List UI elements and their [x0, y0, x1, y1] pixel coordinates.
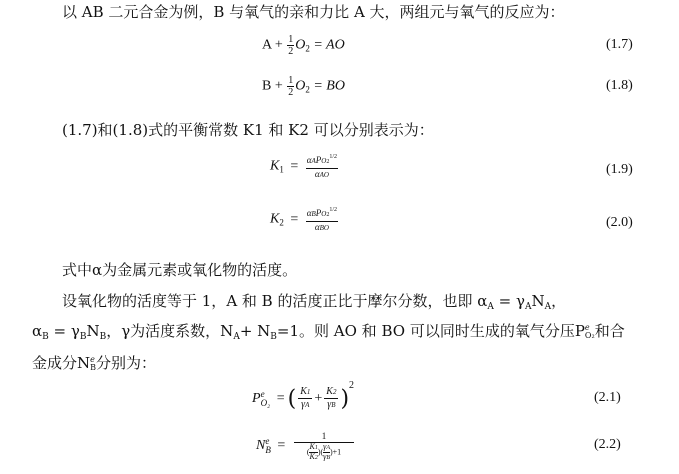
eq-sup: 1/2 — [329, 154, 337, 160]
frac-den — [314, 169, 330, 181]
fraction — [298, 386, 312, 411]
frac-den — [314, 222, 330, 234]
eq-text: K — [309, 442, 315, 451]
eq-sub: BO — [319, 224, 329, 232]
equation-1-7 — [262, 34, 345, 57]
paragraph-composition — [32, 353, 156, 373]
eq-text: A + — [262, 37, 287, 53]
eq-text: O — [295, 37, 306, 53]
frac-den — [327, 399, 335, 411]
frac-num: 1 — [294, 430, 355, 443]
text-run: 金成分N — [32, 354, 91, 372]
paragraph-constants: (1.7)和(1.8)式的平衡常数 K1 和 K2 可以分别表示为： — [62, 121, 434, 139]
frac-num — [324, 386, 338, 399]
eq-text: P — [315, 208, 322, 218]
frac-num: 1 — [288, 34, 294, 45]
text-run: = γ — [493, 292, 525, 310]
text-sup: e — [90, 355, 95, 364]
equation-label: (2.0) — [606, 215, 633, 230]
equation-1-9: $K_1$ = $\frac{\alpha APO2^{1/2}}{\text{αAO}}$ — [270, 154, 337, 179]
fraction — [287, 75, 294, 98]
frac-den: 2 — [288, 87, 294, 98]
eq-text: α — [314, 169, 320, 179]
text-run: + N — [239, 322, 271, 340]
eq-sub: A — [326, 445, 330, 451]
text-run: 分别为： — [96, 354, 157, 372]
frac-den — [301, 399, 309, 411]
eq-text: = BO — [309, 78, 345, 94]
eq-sub: O₂ — [260, 397, 271, 408]
paragraph-assumption-1 — [62, 291, 566, 317]
eq-sub: B — [326, 455, 330, 461]
equation-label: (2.2) — [594, 437, 621, 452]
eq-text: K — [300, 386, 307, 398]
eq-text: N — [256, 438, 266, 454]
eq-text: + — [314, 391, 323, 406]
eq-sub: AO — [319, 171, 329, 179]
eq-sub: B — [331, 401, 336, 410]
eq-sub: 2 — [279, 217, 284, 228]
equation-label: (1.7) — [606, 37, 633, 52]
text-run: =1。则 AO 和 BO 可以同时生成的氧气分压P — [276, 322, 585, 340]
eq-sub: 1 — [306, 388, 311, 397]
text-run: N — [86, 322, 100, 340]
eq-sub: B — [265, 445, 271, 455]
eq-sub: 2 — [326, 212, 330, 218]
fraction — [306, 205, 338, 234]
text-sub: A — [487, 302, 494, 312]
equation-2-0: $K_2$ = $\frac{\alpha BPO2^{1/2}}{\text{αBO}}$ — [270, 207, 337, 232]
eq-sub: 2 — [305, 43, 310, 54]
eq-text: P — [315, 155, 322, 165]
eq-text: +1 — [332, 447, 342, 457]
text-sub: A — [233, 332, 240, 342]
eq-sub: 1 — [314, 445, 318, 451]
paragraph-activity: 式中α为金属元素或氧化物的活度。 — [62, 261, 298, 279]
eq-text: γ — [323, 442, 327, 451]
eq-sub: 2 — [326, 159, 330, 165]
eq-text: K — [326, 386, 333, 398]
frac-num: 1 — [288, 75, 294, 86]
eq-text: α — [306, 155, 312, 165]
eq-text: α — [314, 222, 320, 232]
equation-label: (1.9) — [606, 162, 633, 177]
eq-text: K — [270, 211, 280, 227]
eq-text: γ — [301, 399, 306, 411]
eq-sup: 1/2 — [329, 207, 337, 213]
equation-label: (1.8) — [606, 78, 633, 93]
text-sub: O₂ — [584, 331, 595, 340]
eq-sup: e — [260, 388, 265, 399]
text-sub: A — [544, 302, 552, 312]
paragraph-assumption-2 — [32, 321, 625, 347]
fraction — [294, 430, 355, 462]
eq-text: = AO — [309, 37, 345, 53]
paragraph-intro: 以 AB 二元合金为例，B 与氧气的亲和力比 A 大，两组元与氧气的反应为： — [62, 3, 565, 21]
eq-sub: O — [321, 157, 327, 165]
equation-1-8 — [262, 75, 345, 98]
frac-den: ( $\frac{K1}{K2}$ )( $\frac{\gamma A}{\gamma B}$ )+1 — [306, 442, 342, 461]
text-run: 设氧化物的活度等于 1，A 和 B 的活度正比于摩尔分数，也即 α — [62, 292, 488, 310]
equation-2-2: N e B = 1 ( $\frac{K1}{K2}$ )( $\frac{\gamma A}{\gamma B}$ )+1 — [256, 430, 356, 462]
text-run: = γ — [48, 322, 80, 340]
text-run: ， — [551, 292, 567, 310]
eq-text: P — [252, 391, 261, 406]
eq-sub: O — [321, 210, 327, 218]
eq-text: γ — [327, 399, 332, 411]
eq-sub: 1 — [279, 164, 284, 175]
frac-num — [306, 152, 338, 169]
text-sub: B — [42, 332, 49, 342]
frac-num — [306, 205, 338, 222]
text-run: α — [32, 322, 43, 340]
text-sub: A — [524, 302, 532, 312]
fraction — [324, 386, 338, 411]
equation-label: (2.1) — [594, 390, 621, 405]
frac-den: 2 — [288, 46, 294, 57]
eq-sub: 2 — [305, 84, 310, 95]
frac-num — [298, 386, 312, 399]
eq-text: K — [270, 158, 280, 174]
text-sub: B — [99, 332, 107, 342]
text-run: 和合 — [594, 322, 625, 340]
eq-sub: A — [311, 157, 316, 165]
eq-sup: 2 — [349, 380, 355, 391]
text-sup: e — [584, 323, 590, 332]
eq-sub: 2 — [332, 388, 337, 397]
eq-sup: e — [265, 436, 270, 446]
text-run: N — [531, 292, 545, 310]
text-sub: B — [90, 363, 97, 372]
eq-text: α — [306, 208, 312, 218]
eq-text: O — [295, 78, 306, 94]
text-sub: B — [79, 332, 87, 342]
eq-text: γ — [323, 452, 327, 461]
eq-sub: A — [305, 401, 310, 410]
eq-text: B + — [262, 78, 287, 94]
eq-text: K — [309, 452, 315, 461]
equation-2-1: P e O₂ = ( $\frac{K1}{\gamma A}$ + $\frac{K2}{\gamma B}$ )$^2$ — [252, 380, 355, 412]
text-sub: B — [270, 332, 277, 342]
fraction — [287, 34, 294, 57]
fraction — [306, 152, 338, 181]
eq-sub: B — [311, 210, 316, 218]
text-run: ，γ为活度系数，N — [106, 322, 234, 340]
eq-sub: 2 — [314, 455, 318, 461]
